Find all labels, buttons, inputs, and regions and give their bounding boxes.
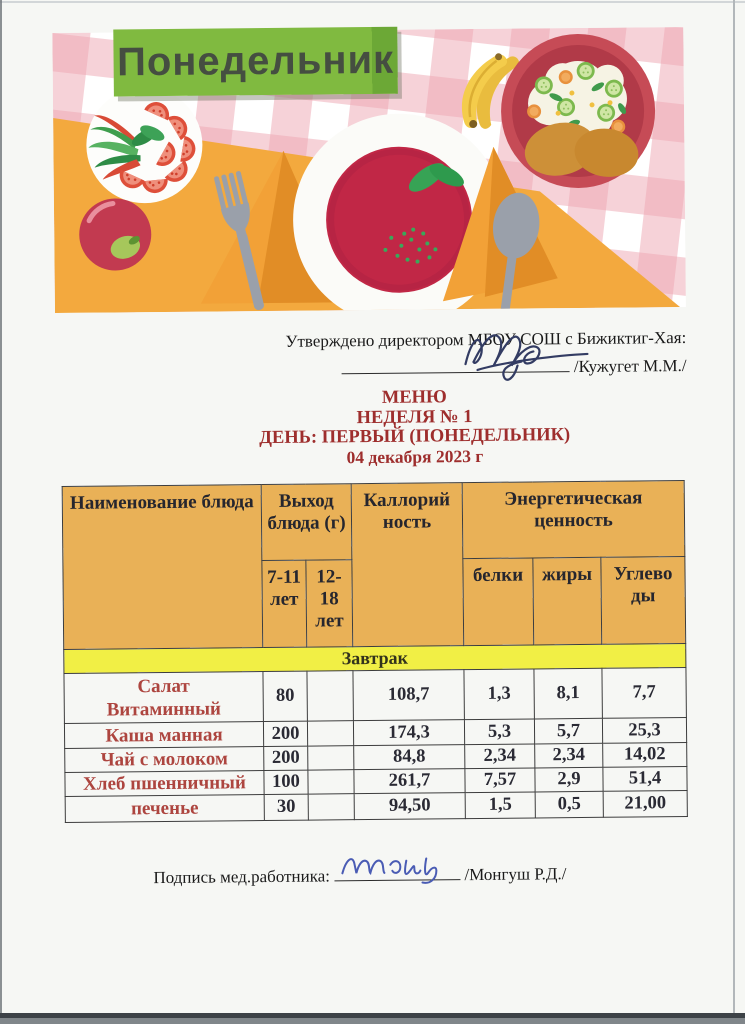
fat-cell: 0,5	[535, 791, 603, 818]
fat-cell: 2,34	[535, 743, 603, 768]
calories-cell: 261,7	[354, 769, 465, 794]
calories-cell: 94,50	[354, 793, 465, 820]
day-label-text: Понедельник	[116, 37, 395, 85]
carbs-cell: 21,00	[603, 790, 687, 817]
menu-table	[62, 480, 688, 823]
meal-section-label: Завтрак	[64, 643, 686, 673]
output-7-11-cell: 80	[263, 671, 307, 721]
scan-edge-left	[0, 0, 2, 1024]
col-header-calories: Каллорий ность	[351, 483, 464, 647]
med-signature-block	[153, 864, 566, 888]
med-worker-signature	[336, 840, 456, 887]
med-signature-line	[334, 866, 460, 881]
output-7-11-cell: 200	[264, 746, 308, 770]
carbs-cell: 7,7	[602, 667, 686, 718]
protein-cell: 5,3	[464, 719, 534, 745]
fat-cell: 2,9	[535, 767, 603, 792]
dish-name-cell: Хлеб пшенничный	[65, 771, 264, 797]
day-title: ДЕНЬ: ПЕРВЫЙ (ПОНЕДЕЛЬНИК)	[259, 425, 571, 449]
dish-name-cell: Салат Витаминный	[64, 672, 263, 724]
protein-cell: 7,57	[465, 768, 535, 793]
salad-bowl-icon	[500, 33, 655, 188]
col-header-dish: Наименование блюда	[62, 485, 263, 650]
day-label	[113, 27, 398, 97]
approval-text: Утверждено директором МБОУ СОШ с Бижиктиг-Хая:	[285, 327, 687, 351]
scan-edge-bottom-outer	[0, 1018, 745, 1024]
protein-cell: 1,3	[464, 669, 534, 720]
week-title: НЕДЕЛЯ № 1	[356, 406, 473, 428]
header-row-1	[62, 481, 685, 563]
col-header-energy: Энергетическая ценность	[462, 481, 685, 559]
header-illustration	[52, 27, 686, 313]
output-12-18-cell	[307, 671, 353, 721]
col-header-age-7-11: 7-11 лет	[262, 560, 307, 647]
carbs-cell: 25,3	[602, 717, 686, 743]
scan-edge-top	[0, 1, 745, 3]
med-worker-name: /Монгуш Р.Д./	[464, 864, 567, 885]
calories-cell: 84,8	[354, 745, 465, 770]
dish-name-cell: Каша манная	[64, 722, 263, 749]
output-12-18-cell	[308, 794, 354, 820]
scan-edge-right	[733, 0, 735, 1024]
protein-cell: 2,34	[465, 744, 535, 769]
menu-title-block	[85, 385, 745, 469]
table-row	[65, 790, 687, 822]
output-12-18-cell	[307, 721, 353, 746]
fat-cell: 8,1	[534, 668, 602, 719]
carbs-cell: 14,02	[603, 742, 687, 767]
med-signature-label: Подпись мед.работника:	[153, 866, 331, 888]
calories-cell: 174,3	[353, 720, 464, 746]
director-signature-line	[341, 358, 569, 374]
output-7-11-cell: 200	[263, 721, 307, 746]
lime-plate-icon	[79, 198, 152, 271]
approval-block	[285, 328, 686, 380]
director-signature	[455, 321, 608, 384]
output-12-18-cell	[308, 770, 354, 794]
col-header-fat: жиры	[533, 557, 602, 645]
calories-cell: 108,7	[353, 670, 464, 721]
col-header-protein: белки	[463, 558, 534, 646]
col-header-age-12-18: 12-18 лет	[306, 560, 353, 647]
approval-signature-row	[286, 356, 687, 380]
output-7-11-cell: 30	[264, 794, 308, 820]
col-header-output: Выход блюда (г)	[261, 484, 352, 561]
table-row	[64, 667, 686, 723]
dish-name-cell: печенье	[65, 795, 264, 823]
fat-cell: 5,7	[534, 718, 602, 744]
col-header-carbs: Углево ды	[601, 556, 686, 644]
menu-title: МЕНЮ	[381, 387, 447, 408]
dish-name-cell: Чай с молоком	[65, 747, 264, 773]
output-12-18-cell	[308, 746, 354, 770]
output-7-11-cell: 100	[264, 770, 308, 794]
director-name: /Кужугет М.М./	[573, 355, 687, 377]
protein-cell: 1,5	[465, 792, 535, 819]
date-line: 04 декабря 2023 г	[346, 445, 484, 467]
tomato-plate-icon	[86, 87, 203, 204]
carbs-cell: 51,4	[603, 766, 687, 791]
